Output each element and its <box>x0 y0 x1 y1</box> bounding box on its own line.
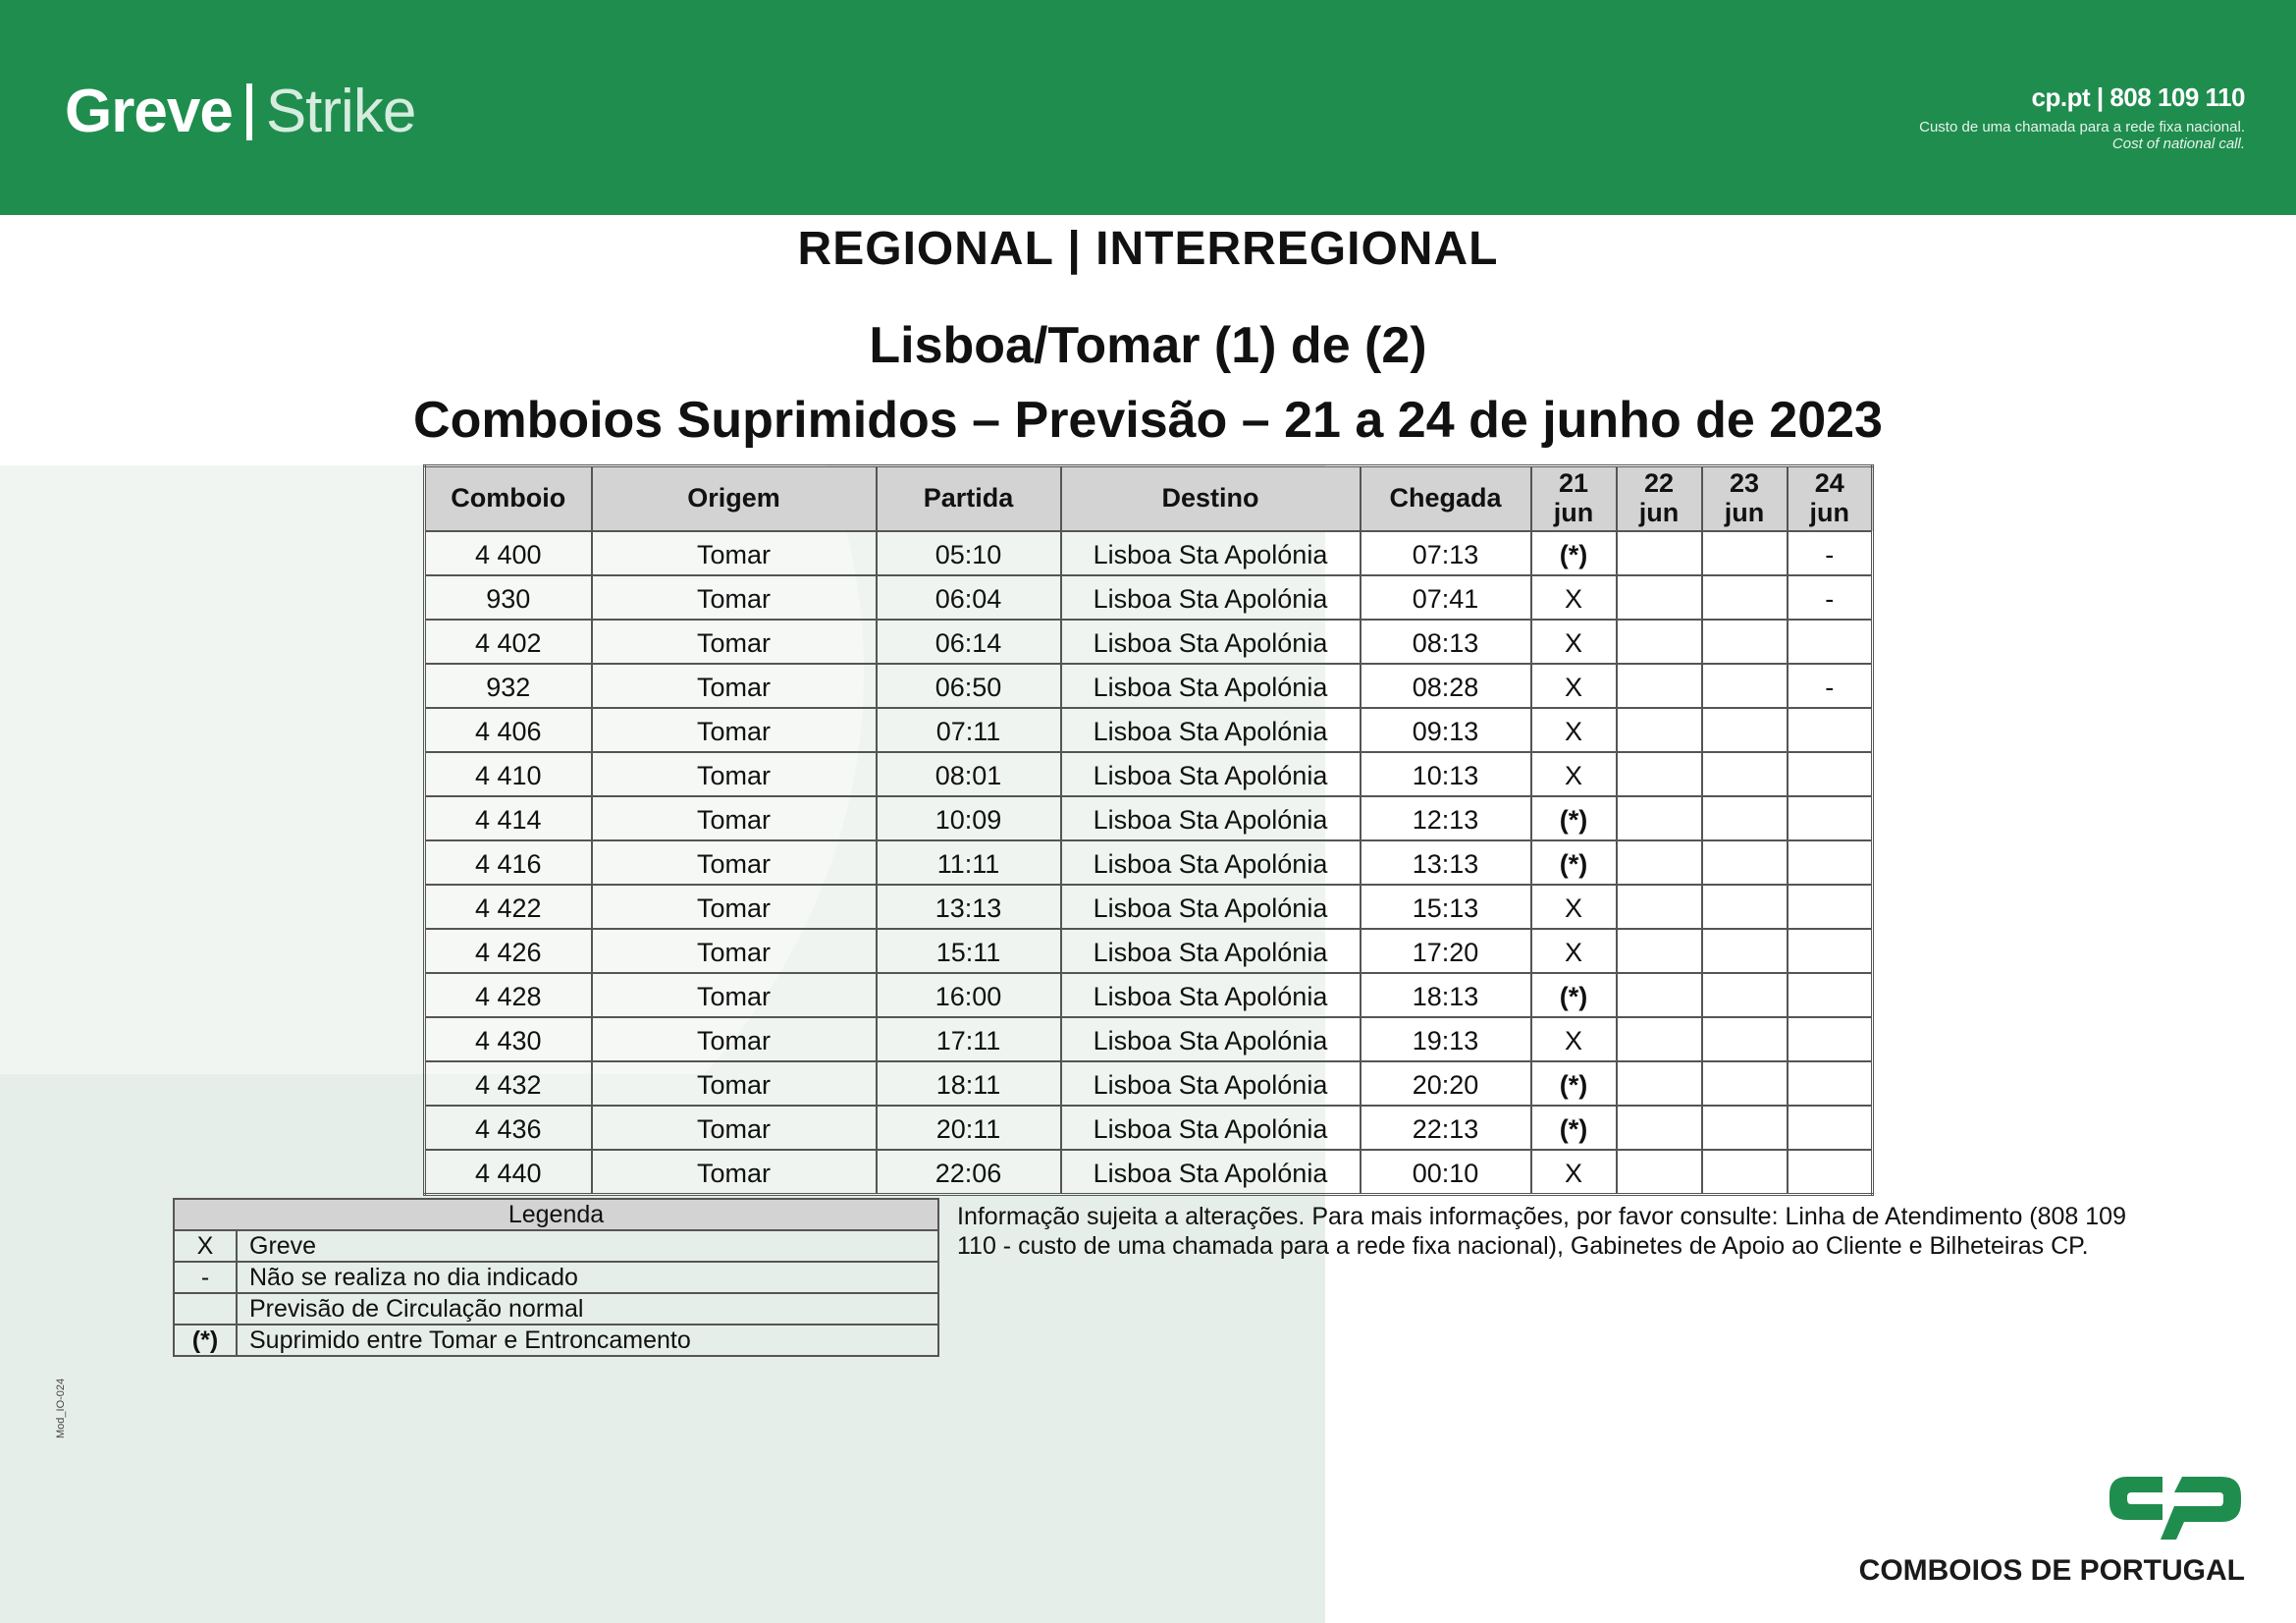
cell-comboio: 4 416 <box>425 840 592 885</box>
col-header-chegada: Chegada <box>1361 466 1531 532</box>
cell-d23 <box>1702 1017 1788 1061</box>
cell-destino: Lisboa Sta Apolónia <box>1061 531 1361 575</box>
cell-d22 <box>1617 620 1702 664</box>
cell-d21: X <box>1531 929 1617 973</box>
cell-partida: 06:50 <box>877 664 1061 708</box>
table-row <box>425 752 1873 796</box>
legend-text: Greve <box>237 1230 938 1262</box>
cell-d22 <box>1617 1017 1702 1061</box>
cell-origem: Tomar <box>592 885 877 929</box>
cell-chegada: 13:13 <box>1361 840 1531 885</box>
day-month: jun <box>1724 498 1765 527</box>
cell-comboio: 4 422 <box>425 885 592 929</box>
cell-comboio: 4 426 <box>425 929 592 973</box>
brand-title <box>65 77 415 146</box>
cell-d24 <box>1788 885 1873 929</box>
cell-comboio: 4 402 <box>425 620 592 664</box>
cell-destino: Lisboa Sta Apolónia <box>1061 885 1361 929</box>
cell-origem: Tomar <box>592 796 877 840</box>
table-row <box>425 885 1873 929</box>
cell-d24 <box>1788 840 1873 885</box>
table-row <box>425 840 1873 885</box>
table-row <box>425 575 1873 620</box>
cell-destino: Lisboa Sta Apolónia <box>1061 840 1361 885</box>
cell-chegada: 08:28 <box>1361 664 1531 708</box>
cell-chegada: 00:10 <box>1361 1150 1531 1195</box>
cell-d21: X <box>1531 575 1617 620</box>
cell-d22 <box>1617 1150 1702 1195</box>
cell-comboio: 4 400 <box>425 531 592 575</box>
table-row <box>425 1150 1873 1195</box>
cell-comboio: 4 414 <box>425 796 592 840</box>
table-row <box>425 796 1873 840</box>
cell-d23 <box>1702 664 1788 708</box>
cell-d23 <box>1702 575 1788 620</box>
contact-block <box>1919 82 2245 152</box>
cell-d22 <box>1617 885 1702 929</box>
cell-d24 <box>1788 973 1873 1017</box>
brand-main: Greve <box>65 78 233 145</box>
legend-title: Legenda <box>174 1199 938 1230</box>
cell-d23 <box>1702 840 1788 885</box>
cell-d24: - <box>1788 531 1873 575</box>
cell-destino: Lisboa Sta Apolónia <box>1061 620 1361 664</box>
cell-destino: Lisboa Sta Apolónia <box>1061 575 1361 620</box>
cell-d21: X <box>1531 1150 1617 1195</box>
cell-chegada: 12:13 <box>1361 796 1531 840</box>
col-header-21-jun <box>1531 466 1617 532</box>
contact-note-en: Cost of national call. <box>2111 135 2245 152</box>
col-header-23-jun <box>1702 466 1788 532</box>
day-number: 24 <box>1814 468 1844 499</box>
day-number: 21 <box>1558 468 1589 499</box>
cell-d22 <box>1617 929 1702 973</box>
page-subtitle: Comboios Suprimidos – Previsão – 21 a 24 de junho de 2023 <box>413 392 1883 449</box>
info-notice: Informação sujeita a alterações. Para mais informações, por favor consulte: Linha de Atendimento (808 109 110 - custo de uma chamada para a rede fixa nacional), Gabinetes de Apoio ao Cliente e Bilheteiras CP. <box>957 1203 2126 1260</box>
table-row <box>425 1017 1873 1061</box>
cell-d21: (*) <box>1531 840 1617 885</box>
table-row <box>425 708 1873 752</box>
cell-d22 <box>1617 1061 1702 1106</box>
table-row <box>425 973 1873 1017</box>
cell-partida: 08:01 <box>877 752 1061 796</box>
cell-comboio: 4 432 <box>425 1061 592 1106</box>
cell-chegada: 17:20 <box>1361 929 1531 973</box>
cell-partida: 20:11 <box>877 1106 1061 1150</box>
cell-d21: X <box>1531 664 1617 708</box>
cell-origem: Tomar <box>592 620 877 664</box>
cell-d24 <box>1788 929 1873 973</box>
day-number: 23 <box>1729 468 1760 499</box>
cell-d21: X <box>1531 885 1617 929</box>
cell-chegada: 08:13 <box>1361 620 1531 664</box>
table-row <box>425 929 1873 973</box>
day-month: jun <box>1553 498 1594 527</box>
cell-chegada: 15:13 <box>1361 885 1531 929</box>
cell-d24 <box>1788 796 1873 840</box>
cell-d22 <box>1617 752 1702 796</box>
col-header-22-jun <box>1617 466 1702 532</box>
cell-d21: (*) <box>1531 1106 1617 1150</box>
cell-comboio: 4 428 <box>425 973 592 1017</box>
cell-d23 <box>1702 796 1788 840</box>
schedule-table <box>423 464 1874 1196</box>
cell-partida: 06:14 <box>877 620 1061 664</box>
cell-d21: (*) <box>1531 531 1617 575</box>
day-month: jun <box>1638 498 1680 527</box>
legend-item <box>174 1325 938 1356</box>
cell-origem: Tomar <box>592 929 877 973</box>
cell-origem: Tomar <box>592 752 877 796</box>
cell-d23 <box>1702 531 1788 575</box>
cell-d22 <box>1617 664 1702 708</box>
cell-origem: Tomar <box>592 1061 877 1106</box>
cell-d23 <box>1702 1150 1788 1195</box>
cell-destino: Lisboa Sta Apolónia <box>1061 973 1361 1017</box>
cell-chegada: 19:13 <box>1361 1017 1531 1061</box>
cell-origem: Tomar <box>592 1017 877 1061</box>
schedule-body <box>425 531 1873 1195</box>
cell-d23 <box>1702 885 1788 929</box>
cp-logo-icon <box>2106 1471 2247 1545</box>
cell-origem: Tomar <box>592 973 877 1017</box>
cell-partida: 07:11 <box>877 708 1061 752</box>
cell-chegada: 07:13 <box>1361 531 1531 575</box>
service-title: REGIONAL | INTERREGIONAL <box>797 223 1499 275</box>
cell-partida: 16:00 <box>877 973 1061 1017</box>
legend-symbol: - <box>174 1262 237 1293</box>
cell-d24: - <box>1788 575 1873 620</box>
cell-origem: Tomar <box>592 575 877 620</box>
cell-origem: Tomar <box>592 1150 877 1195</box>
legend-text: Previsão de Circulação normal <box>237 1293 938 1325</box>
cell-d21: X <box>1531 752 1617 796</box>
table-row <box>425 1061 1873 1106</box>
cell-partida: 05:10 <box>877 531 1061 575</box>
cell-d23 <box>1702 752 1788 796</box>
header-band <box>0 0 2296 215</box>
route-title: Lisboa/Tomar (1) de (2) <box>869 317 1427 374</box>
cell-chegada: 20:20 <box>1361 1061 1531 1106</box>
cell-comboio: 4 406 <box>425 708 592 752</box>
cell-d21: X <box>1531 708 1617 752</box>
cell-origem: Tomar <box>592 708 877 752</box>
cell-destino: Lisboa Sta Apolónia <box>1061 1150 1361 1195</box>
col-header-destino: Destino <box>1061 466 1361 532</box>
cell-partida: 15:11 <box>877 929 1061 973</box>
cell-partida: 13:13 <box>877 885 1061 929</box>
brand-secondary: Strike <box>265 78 416 145</box>
cell-comboio: 4 430 <box>425 1017 592 1061</box>
cell-origem: Tomar <box>592 840 877 885</box>
cell-d21: X <box>1531 620 1617 664</box>
col-header-24-jun <box>1788 466 1873 532</box>
table-header-row <box>425 466 1873 532</box>
legend-text: Não se realiza no dia indicado <box>237 1262 938 1293</box>
cell-partida: 11:11 <box>877 840 1061 885</box>
legend-table <box>173 1198 939 1357</box>
cell-d22 <box>1617 531 1702 575</box>
col-header-partida: Partida <box>877 466 1061 532</box>
cell-d24 <box>1788 1150 1873 1195</box>
company-name: COMBOIOS DE PORTUGAL <box>1858 1554 2245 1587</box>
cell-d22 <box>1617 796 1702 840</box>
cell-partida: 17:11 <box>877 1017 1061 1061</box>
cell-comboio: 4 440 <box>425 1150 592 1195</box>
table-row <box>425 531 1873 575</box>
legend-body <box>174 1230 938 1356</box>
cell-d23 <box>1702 973 1788 1017</box>
legend-symbol <box>174 1293 237 1325</box>
cell-d24 <box>1788 1061 1873 1106</box>
col-header-origem: Origem <box>592 466 877 532</box>
brand-separator <box>246 83 252 140</box>
cell-origem: Tomar <box>592 531 877 575</box>
cell-d24 <box>1788 708 1873 752</box>
legend-item <box>174 1262 938 1293</box>
cell-chegada: 18:13 <box>1361 973 1531 1017</box>
cell-d22 <box>1617 973 1702 1017</box>
cell-comboio: 930 <box>425 575 592 620</box>
legend-item <box>174 1293 938 1325</box>
cell-d24 <box>1788 1017 1873 1061</box>
cell-d23 <box>1702 620 1788 664</box>
cell-d24 <box>1788 752 1873 796</box>
col-header-comboio: Comboio <box>425 466 592 532</box>
cell-destino: Lisboa Sta Apolónia <box>1061 1106 1361 1150</box>
legend-text: Suprimido entre Tomar e Entroncamento <box>237 1325 938 1356</box>
cell-destino: Lisboa Sta Apolónia <box>1061 752 1361 796</box>
table-row <box>425 664 1873 708</box>
day-month: jun <box>1809 498 1849 527</box>
table-row <box>425 1106 1873 1150</box>
cell-d23 <box>1702 1106 1788 1150</box>
cell-chegada: 22:13 <box>1361 1106 1531 1150</box>
cell-comboio: 932 <box>425 664 592 708</box>
cell-d22 <box>1617 575 1702 620</box>
cell-destino: Lisboa Sta Apolónia <box>1061 1061 1361 1106</box>
cell-destino: Lisboa Sta Apolónia <box>1061 929 1361 973</box>
cell-comboio: 4 436 <box>425 1106 592 1150</box>
legend-item <box>174 1230 938 1262</box>
cell-d24: - <box>1788 664 1873 708</box>
cell-d23 <box>1702 1061 1788 1106</box>
cell-d21: (*) <box>1531 796 1617 840</box>
cell-partida: 06:04 <box>877 575 1061 620</box>
cell-d22 <box>1617 708 1702 752</box>
cell-destino: Lisboa Sta Apolónia <box>1061 796 1361 840</box>
legend-symbol: X <box>174 1230 237 1262</box>
contact-note-pt: Custo de uma chamada para a rede fixa nacional. <box>1919 119 2245 135</box>
contact-line: cp.pt | 808 109 110 <box>2031 82 2245 112</box>
cell-d23 <box>1702 929 1788 973</box>
cell-origem: Tomar <box>592 664 877 708</box>
document-reference: Mod_IO-024 <box>55 1378 67 1438</box>
legend-symbol: (*) <box>174 1325 237 1356</box>
cell-d24 <box>1788 1106 1873 1150</box>
cell-partida: 10:09 <box>877 796 1061 840</box>
cell-destino: Lisboa Sta Apolónia <box>1061 1017 1361 1061</box>
cell-destino: Lisboa Sta Apolónia <box>1061 708 1361 752</box>
cell-partida: 18:11 <box>877 1061 1061 1106</box>
cell-d21: (*) <box>1531 1061 1617 1106</box>
cell-d22 <box>1617 1106 1702 1150</box>
day-number: 22 <box>1643 468 1675 499</box>
cell-d23 <box>1702 708 1788 752</box>
cell-origem: Tomar <box>592 1106 877 1150</box>
table-row <box>425 620 1873 664</box>
cell-d21: X <box>1531 1017 1617 1061</box>
cell-destino: Lisboa Sta Apolónia <box>1061 664 1361 708</box>
cell-d22 <box>1617 840 1702 885</box>
cell-d21: (*) <box>1531 973 1617 1017</box>
cell-partida: 22:06 <box>877 1150 1061 1195</box>
cell-chegada: 10:13 <box>1361 752 1531 796</box>
cell-chegada: 07:41 <box>1361 575 1531 620</box>
cell-comboio: 4 410 <box>425 752 592 796</box>
cell-d24 <box>1788 620 1873 664</box>
cell-chegada: 09:13 <box>1361 708 1531 752</box>
